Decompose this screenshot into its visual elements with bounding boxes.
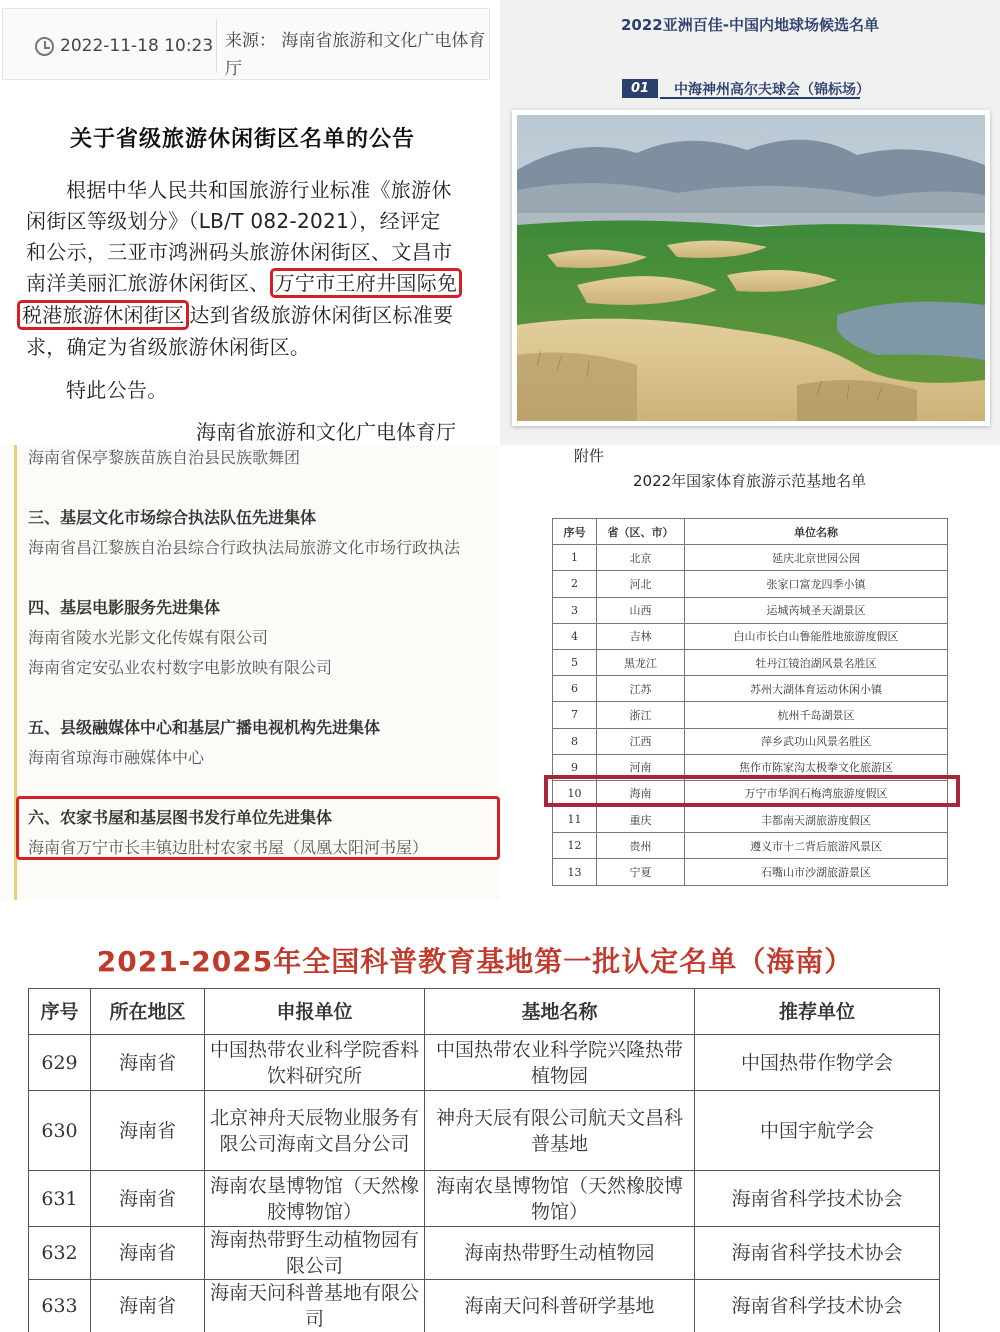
golf-landscape-image <box>517 115 985 421</box>
cell-index: 632 <box>29 1227 91 1280</box>
clock-icon <box>35 37 54 56</box>
cell-base-name: 中国热带农业科学院兴隆热带植物园 <box>425 1035 695 1091</box>
cell-unit-name: 丰都南天湖旅游度假区 <box>685 807 948 833</box>
honor-section-6-item: 海南省万宁市长丰镇边肚村农家书屋（凤凰太阳河书屋） <box>28 838 429 857</box>
cell-index: 10 <box>553 780 597 806</box>
header-applicant: 申报单位 <box>205 989 425 1035</box>
table-row <box>29 1280 940 1332</box>
honor-list-panel <box>0 445 500 900</box>
announcement-line-6: 求，确定为省级旅游休闲街区。 <box>26 335 311 359</box>
cell-province: 河南 <box>597 754 685 780</box>
announcement-panel <box>0 0 500 445</box>
cell-index: 629 <box>29 1035 91 1091</box>
cell-index: 5 <box>553 649 597 675</box>
science-base-table <box>28 988 940 1332</box>
science-base-rows <box>29 1035 940 1332</box>
announcement-title: 关于省级旅游休闲街区名单的公告 <box>70 127 416 152</box>
cell-applicant: 中国热带农业科学院香料饮料研究所 <box>205 1035 425 1091</box>
cell-region: 海南省 <box>91 1091 205 1171</box>
cell-index: 11 <box>553 807 597 833</box>
golf-course-photo <box>512 110 990 426</box>
cell-unit-name: 运城芮城圣天湖景区 <box>685 597 948 623</box>
table-row <box>553 728 948 754</box>
cell-unit-name: 延庆北京世园公园 <box>685 545 948 571</box>
cell-province: 重庆 <box>597 807 685 833</box>
cell-applicant: 海南农垦博物馆（天然橡胶博物馆） <box>205 1171 425 1227</box>
announcement-line-1: 根据中华人民共和国旅游行业标准《旅游休 <box>66 178 452 202</box>
highlighted-street-name-part2: 税港旅游休闲街区 <box>17 300 189 330</box>
table-row <box>553 649 948 675</box>
cell-recommender: 中国宇航学会 <box>695 1091 940 1171</box>
honor-section-4-item-1: 海南省陵水光影文化传媒有限公司 <box>28 628 269 647</box>
table-row <box>553 597 948 623</box>
honor-section-6-title: 六、农家书屋和基层图书发行单位先进集体 <box>28 808 333 827</box>
cell-index: 9 <box>553 754 597 780</box>
cell-index: 630 <box>29 1091 91 1171</box>
honor-section-3-item: 海南省昌江黎族自治县综合行政执法局旅游文化市场行政执法 <box>28 538 461 557</box>
cell-province: 河北 <box>597 571 685 597</box>
table-row <box>553 623 948 649</box>
cell-province: 吉林 <box>597 623 685 649</box>
cell-unit-name: 石嘴山市沙湖旅游景区 <box>685 859 948 885</box>
table-row <box>29 1035 940 1091</box>
line-5-text: 达到省级旅游休闲街区标准要 <box>189 303 454 327</box>
cell-base-name: 海南农垦博物馆（天然橡胶博物馆） <box>425 1171 695 1227</box>
golf-panel <box>500 0 1000 445</box>
cell-region: 海南省 <box>91 1171 205 1227</box>
header-base-name: 基地名称 <box>425 989 695 1035</box>
table-row <box>553 807 948 833</box>
cell-base-name: 海南天问科普研学基地 <box>425 1280 695 1332</box>
cell-index: 1 <box>553 545 597 571</box>
honor-item-top: 海南省保亭黎族苗族自治县民族歌舞团 <box>28 448 301 467</box>
golf-rank-badge: 01 <box>622 79 658 98</box>
publish-time <box>35 36 213 56</box>
sports-tourism-title: 2022年国家体育旅游示范基地名单 <box>633 472 867 490</box>
cell-index: 7 <box>553 702 597 728</box>
highlight-box <box>544 775 960 807</box>
cell-applicant: 海南热带野生动植物园有限公司 <box>205 1227 425 1280</box>
cell-applicant: 北京神舟天辰物业服务有限公司海南文昌分公司 <box>205 1091 425 1171</box>
cell-applicant: 海南天问科普基地有限公司 <box>205 1280 425 1332</box>
cell-unit-name: 焦作市陈家沟太极拳文化旅游区 <box>685 754 948 780</box>
source-label: 来源： <box>225 31 276 51</box>
cell-unit-name: 牡丹江镜泊湖风景名胜区 <box>685 649 948 675</box>
cell-province: 北京 <box>597 545 685 571</box>
cell-region: 海南省 <box>91 1227 205 1280</box>
cell-index: 12 <box>553 833 597 859</box>
header-unit-name: 单位名称 <box>685 519 948 545</box>
announcement-line-4 <box>26 267 462 296</box>
meta-divider <box>216 19 217 73</box>
table-row <box>29 1091 940 1171</box>
sports-tourism-panel <box>500 445 1000 900</box>
science-base-panel <box>0 900 1000 1332</box>
cell-index: 633 <box>29 1280 91 1332</box>
honor-section-4-item-2: 海南省定安弘业农村数字电影放映有限公司 <box>28 658 333 677</box>
cell-recommender: 海南省科学技术协会 <box>695 1280 940 1332</box>
cell-province: 黑龙江 <box>597 649 685 675</box>
honor-section-4-title: 四、基层电影服务先进集体 <box>28 598 221 617</box>
cell-unit-name: 张家口富龙四季小镇 <box>685 571 948 597</box>
science-base-title: 2021-2025年全国科普教育基地第一批认定名单（海南） <box>96 945 854 978</box>
cell-region: 海南省 <box>91 1280 205 1332</box>
cell-province: 江苏 <box>597 676 685 702</box>
cell-province: 宁夏 <box>597 859 685 885</box>
article-meta-box <box>2 8 490 80</box>
table-row <box>553 545 948 571</box>
cell-unit-name: 遵义市十二背后旅游风景区 <box>685 833 948 859</box>
honor-section-3-title: 三、基层文化市场综合执法队伍先进集体 <box>28 508 317 527</box>
table-row <box>553 859 948 885</box>
announcement-line-3: 和公示，三亚市鸿洲码头旅游休闲街区、文昌市 <box>26 240 453 264</box>
golf-course-name: 中海神州高尔夫球会（锦标场） <box>674 82 870 98</box>
cell-recommender: 海南省科学技术协会 <box>695 1227 940 1280</box>
announcement-line-2: 闲街区等级划分》（LB/T 082-2021），经评定 <box>26 209 441 233</box>
cell-recommender: 中国热带作物学会 <box>695 1035 940 1091</box>
cell-recommender: 海南省科学技术协会 <box>695 1171 940 1227</box>
cell-index: 6 <box>553 676 597 702</box>
cell-province: 浙江 <box>597 702 685 728</box>
cell-base-name: 神舟天辰有限公司航天文昌科普基地 <box>425 1091 695 1171</box>
honor-section-5-item: 海南省琼海市融媒体中心 <box>28 748 205 767</box>
table-header-row <box>29 989 940 1035</box>
publish-datetime: 2022-11-18 10:23 <box>60 36 214 56</box>
cell-province: 贵州 <box>597 833 685 859</box>
line-4-text: 南洋美丽汇旅游休闲街区、 <box>26 271 270 295</box>
header-index: 序号 <box>553 519 597 545</box>
cell-unit-name: 万宁市华润石梅湾旅游度假区 <box>685 780 948 806</box>
cell-unit-name: 萍乡武功山风景名胜区 <box>685 728 948 754</box>
sports-tourism-rows <box>553 545 948 885</box>
cell-province: 海南 <box>597 780 685 806</box>
table-row <box>553 571 948 597</box>
announcement-line-5 <box>17 299 453 328</box>
cell-index: 13 <box>553 859 597 885</box>
table-row <box>553 702 948 728</box>
header-index: 序号 <box>29 989 91 1035</box>
table-row <box>553 676 948 702</box>
header-region: 所在地区 <box>91 989 205 1035</box>
cell-index: 8 <box>553 728 597 754</box>
cell-index: 3 <box>553 597 597 623</box>
highlighted-street-name-part1: 万宁市王府井国际免 <box>270 268 463 298</box>
cell-region: 海南省 <box>91 1035 205 1091</box>
announcement-signature: 海南省旅游和文化广电体育厅 <box>196 420 456 444</box>
announcement-notice: 特此公告。 <box>66 378 168 402</box>
table-header-row <box>553 519 948 545</box>
table-row <box>29 1227 940 1280</box>
cell-unit-name: 杭州千岛湖景区 <box>685 702 948 728</box>
table-row <box>553 833 948 859</box>
cell-index: 631 <box>29 1171 91 1227</box>
header-province: 省（区、市） <box>597 519 685 545</box>
cell-province: 江西 <box>597 728 685 754</box>
honor-section-5-title: 五、县级融媒体中心和基层广播电视机构先进集体 <box>28 718 381 737</box>
golf-list-title: 2022亚洲百佳-中国内地球场候选名单 <box>621 16 879 34</box>
cell-index: 2 <box>553 571 597 597</box>
attachment-label: 附件 <box>574 447 605 465</box>
sports-tourism-table <box>552 518 948 886</box>
cell-unit-name: 白山市长白山鲁能胜地旅游度假区 <box>685 623 948 649</box>
source-value: 海南省旅游和文化广电体育厅 <box>225 31 486 79</box>
table-row <box>29 1171 940 1227</box>
cell-province: 山西 <box>597 597 685 623</box>
cell-index: 4 <box>553 623 597 649</box>
cell-base-name: 海南热带野生动植物园 <box>425 1227 695 1280</box>
cell-unit-name: 苏州大湖体育运动休闲小镇 <box>685 676 948 702</box>
article-source <box>225 27 491 83</box>
header-recommender: 推荐单位 <box>695 989 940 1035</box>
